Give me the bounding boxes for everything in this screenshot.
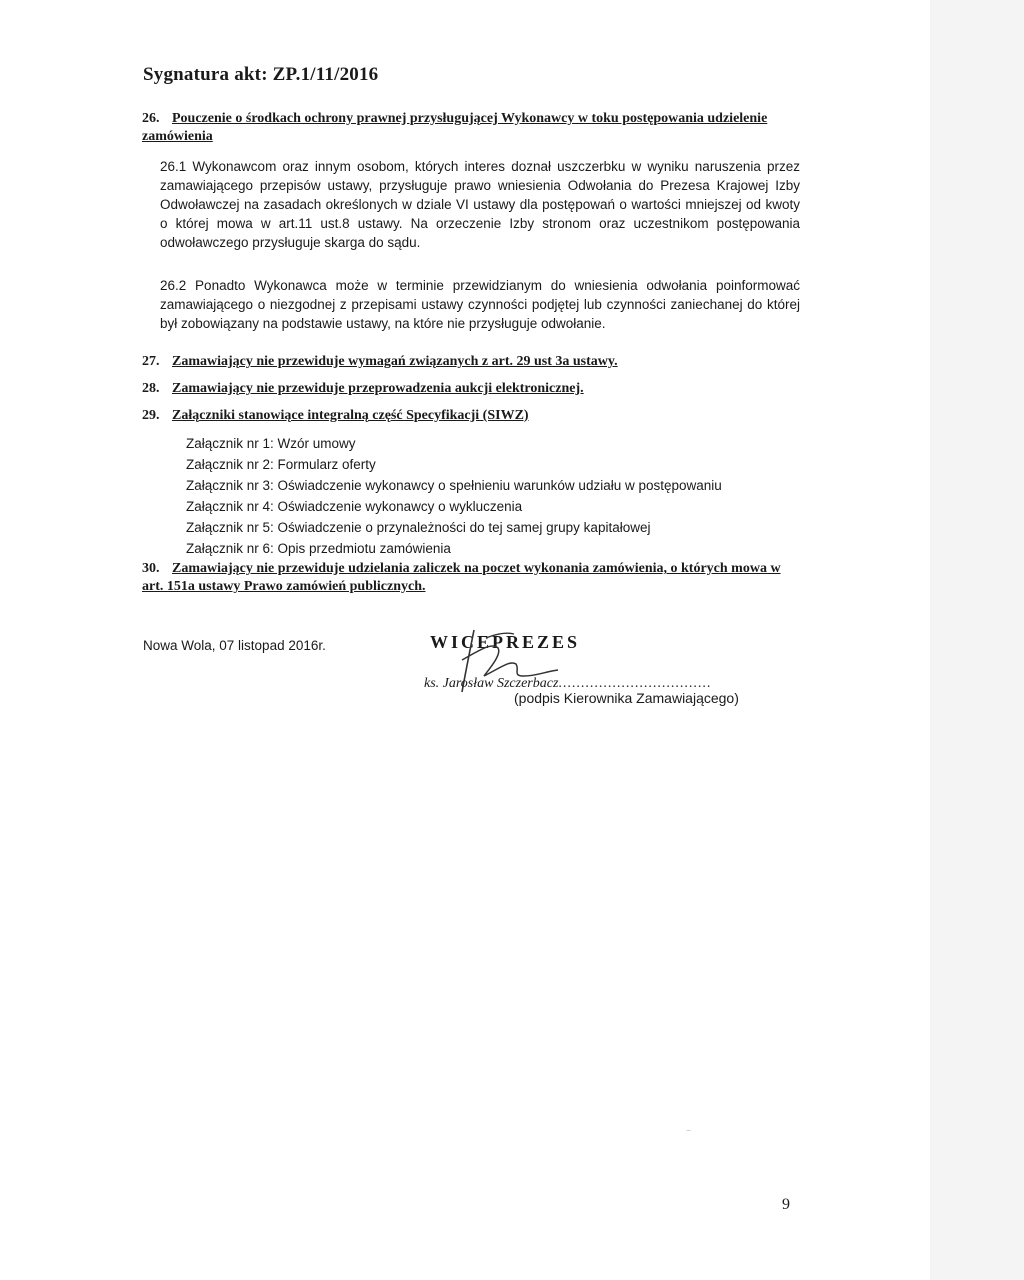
annex-item: Załącznik nr 1: Wzór umowy	[186, 436, 356, 451]
stamp-title: WICEPREZES	[430, 632, 581, 652]
annex-item: Załącznik nr 5: Oświadczenie o przynależności do tej samej grupy kapitałowej	[186, 520, 651, 535]
section-number: 27.	[142, 354, 160, 369]
page-number: 9	[782, 1196, 790, 1213]
signature-line-dots: ..................................	[558, 676, 712, 691]
section-28-heading	[142, 380, 802, 398]
annex-item: Załącznik nr 4: Oświadczenie wykonawcy o wykluczenia	[186, 499, 523, 514]
annex-list	[186, 433, 722, 559]
section-30-heading	[142, 560, 782, 596]
scan-speck: ⁻	[686, 1128, 692, 1139]
annex-item: Załącznik nr 2: Formularz oferty	[186, 457, 376, 472]
place-and-date: Nowa Wola, 07 listopad 2016r.	[143, 638, 326, 653]
case-signature: Sygnatura akt: ZP.1/11/2016	[143, 64, 379, 85]
annex-item: Załącznik nr 6: Opis przedmiotu zamówienia	[186, 541, 451, 556]
section-number: 26.	[142, 111, 160, 126]
section-26-heading	[142, 110, 802, 146]
section-27-heading	[142, 353, 802, 371]
section-number: 28.	[142, 381, 160, 396]
scan-margin	[930, 0, 1024, 1280]
paragraph-26-1: 26.1 Wykonawcom oraz innym osobom, których interes doznał uszczerbku w wyniku naruszenia przez zamawiającego przepisów ustawy, przysługuje prawo wniesienia Odwołania do Prezesa Krajowej Izby Odwoławczej na zasadach określonych w dziale VI ustawy dla postępowań o wartości mniejszej od kwoty o której mowa w art.11 ust.8 ustawy. Na orzeczenie Izby stronom oraz uczestnikom postępowania odwoławczego przysługuje skarga do sądu.	[160, 159, 800, 250]
signature-caption: (podpis Kierownika Zamawiającego)	[514, 690, 739, 706]
annex-item: Załącznik nr 3: Oświadczenie wykonawcy o spełnieniu warunków udziału w postępowaniu	[186, 478, 722, 493]
section-number: 30.	[142, 561, 160, 576]
section-title: Zamawiający nie przewiduje przeprowadzenia aukcji elektronicznej.	[172, 381, 584, 396]
section-title: Pouczenie o środkach ochrony prawnej przysługującej Wykonawcy w toku postępowania udzielenie zamówienia	[142, 111, 768, 144]
signer-name-text: ks. Jarosław Szczerbacz	[424, 676, 559, 691]
section-title: Załączniki stanowiące integralną część Specyfikacji (SIWZ)	[172, 408, 529, 423]
section-number: 29.	[142, 408, 160, 423]
paragraph-26-2: 26.2 Ponadto Wykonawca może w terminie przewidzianym do wniesienia odwołania poinformować zamawiającego o niezgodnej z przepisami ustawy czynności podjętej lub czynności zaniechanej do której był zobowiązany na podstawie ustawy, na które nie przysługuje odwołanie.	[160, 278, 800, 331]
section-29-heading	[142, 407, 802, 425]
section-title: Zamawiający nie przewiduje udzielania zaliczek na poczet wykonania zamówienia, o których mowa w art. 151a ustawy Prawo zamówień publicznych.	[142, 561, 781, 594]
section-title: Zamawiający nie przewiduje wymagań związanych z art. 29 ust 3a ustawy.	[172, 354, 618, 369]
